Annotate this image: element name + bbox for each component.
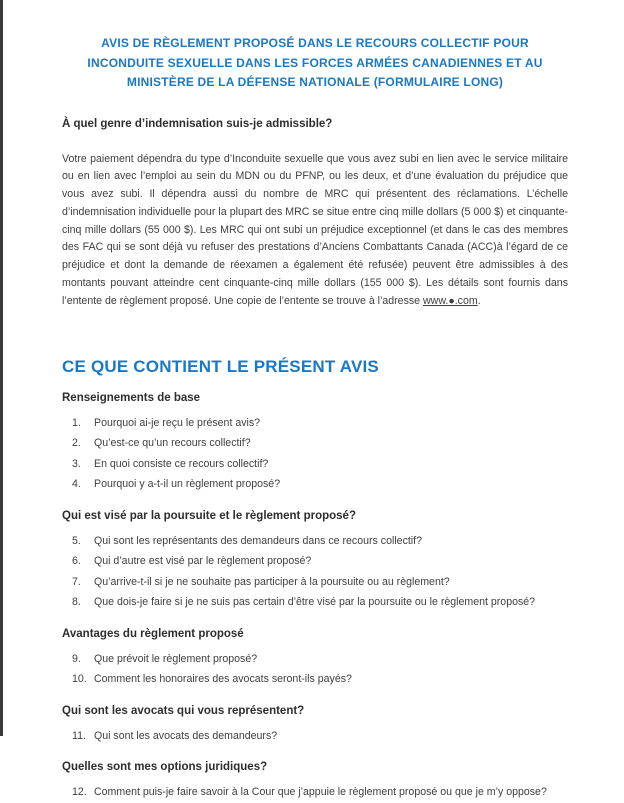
list-item xyxy=(72,726,568,747)
eligibility-heading: À quel genre d’indemnisation suis-je admissible? xyxy=(62,117,333,130)
list-item-number: 5. xyxy=(72,534,81,547)
list-item xyxy=(72,649,568,670)
eligibility-paragraph-end: . xyxy=(477,294,481,307)
list-item-number: 11. xyxy=(72,729,86,742)
list-item-text: Comment les honoraires des avocats seront-ils payés? xyxy=(94,673,352,686)
list-item xyxy=(72,474,568,495)
list-item-text: Comment puis-je faire savoir à la Cour que j’appuie le règlement proposé ou que je m’y oppose? xyxy=(94,786,547,799)
list-item xyxy=(72,782,568,803)
list-item-number: 7. xyxy=(72,575,81,588)
subheading-settlement-benefits: Avantages du règlement proposé xyxy=(62,627,244,640)
contents-heading: CE QUE CONTIENT LE PRÉSENT AVIS xyxy=(62,356,379,376)
list-item xyxy=(72,531,568,552)
question-list-your-lawyers xyxy=(62,726,568,747)
list-item-number: 2. xyxy=(72,437,81,450)
list-item-text: Qui sont les représentants des demandeurs dans ce recours collectif? xyxy=(94,534,422,547)
list-item xyxy=(72,454,568,475)
list-item-number: 1. xyxy=(72,416,81,429)
subheading-legal-options: Quelles sont mes options juridiques? xyxy=(62,761,268,774)
settlement-website-link[interactable]: www.●.com xyxy=(423,294,478,307)
list-item-text: Que prévoit le règlement proposé? xyxy=(94,652,258,665)
list-item-text: Pourquoi ai-je reçu le présent avis? xyxy=(94,416,261,429)
list-item xyxy=(72,669,568,690)
list-item-text: Que dois-je faire si je ne suis pas certain d’être visé par la poursuite ou le règlement proposé? xyxy=(94,596,536,609)
list-item-number: 4. xyxy=(72,478,81,491)
eligibility-paragraph xyxy=(62,151,568,311)
notice-title: AVIS DE RÈGLEMENT PROPOSÉ DANS LE RECOURS COLLECTIF POUR INCONDUITE SEXUELLE DANS LES FORCES ARMÉES CANADIENNES ET AU MINISTÈRE DE LA DÉFENSE NATIONALE (FORMULAIRE LONG) xyxy=(87,36,543,89)
list-item-number: 3. xyxy=(72,457,81,470)
question-list-basic-info xyxy=(62,413,568,495)
list-item-number: 12. xyxy=(72,786,87,799)
question-list-legal-options xyxy=(62,782,568,803)
list-item-text: Pourquoi y a-t-il un règlement proposé? xyxy=(94,478,281,491)
eligibility-paragraph-text: Votre paiement dépendra du type d’Inconduite sexuelle que vous avez subi en lien avec le service militaire ou en lien avec l’emploi au sein du MDN ou du PFNP, ou les deux, et d’une évaluation du préjudice que vous avez subi. Il dépendra aussi du nombre de MRC qui présentent des réclamations. L’échelle d’indemnisation individuelle pour la plupart des MRC se situe entre cinq mille dollars (5 000 $) et cinquante-cinq mille dollars (55 000 $). Les MRC qui ont subi un préjudice exceptionnel (et dans le cas des membres des FAC qui se sont déjà vu refuser des prestations d’Anciens Combattants Canada (ACC)à l’égard de ce préjudice et dont la demande de réexamen a également été refusée) peuvent être admissibles à des montants pouvant atteindre cent cinquante-cinq mille dollars (155 000 $). Les détails sont fournis dans l’entente de règlement proposé. Une copie de l’entente se trouve à l’adresse xyxy=(62,152,568,307)
list-item-text: Qu’arrive-t-il si je ne souhaite pas participer à la poursuite ou au règlement? xyxy=(94,575,450,588)
question-list-settlement-benefits xyxy=(62,649,568,690)
list-item-number: 8. xyxy=(72,596,81,609)
list-item xyxy=(72,551,568,572)
list-item-number: 9. xyxy=(72,652,81,665)
list-item xyxy=(72,592,568,613)
list-item-number: 10. xyxy=(72,673,87,686)
list-item xyxy=(72,572,568,593)
list-item xyxy=(72,413,568,434)
list-item-number: 6. xyxy=(72,555,81,568)
subheading-basic-info: Renseignements de base xyxy=(62,391,201,404)
list-item-text: En quoi consiste ce recours collectif? xyxy=(94,457,269,470)
question-list-who-is-covered xyxy=(62,531,568,613)
subheading-your-lawyers: Qui sont les avocats qui vous représentent? xyxy=(62,704,305,717)
list-item-text: Qui d’autre est visé par le règlement proposé? xyxy=(94,555,312,568)
list-item-text: Qu’est-ce qu’un recours collectif? xyxy=(94,437,251,450)
subheading-who-is-covered: Qui est visé par la poursuite et le règlement proposé? xyxy=(62,509,356,522)
list-item-text: Qui sont les avocats des demandeurs? xyxy=(94,729,278,742)
list-item xyxy=(72,433,568,454)
